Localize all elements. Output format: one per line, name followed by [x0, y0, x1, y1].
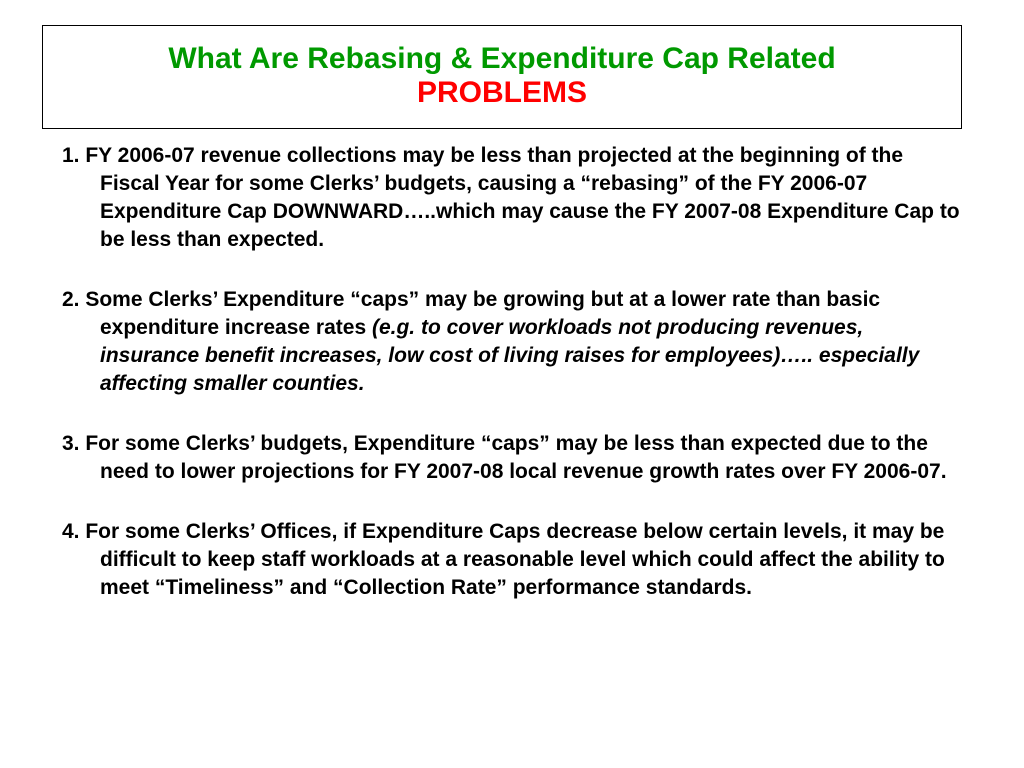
problem-item-1: [62, 142, 962, 254]
problem-item-3: [62, 430, 962, 486]
problem-list: [62, 142, 962, 634]
problem-item-2: [62, 286, 962, 398]
problem-item-4: [62, 518, 962, 602]
problem-item-3-text: 3. For some Clerks’ budgets, Expenditure “caps” may be less than expected due to the need to lower projections for FY 2007-08 local revenue growth rates over FY 2006-07.: [62, 432, 947, 483]
problem-item-4-text: 4. For some Clerks’ Offices, if Expenditure Caps decrease below certain levels, it may be difficult to keep staff workloads at a reasonable level which could affect the ability to meet “Timeliness” and “Collection Rate” performance standards.: [62, 520, 945, 599]
problem-item-2-italic-note: (e.g. to cover workloads not producing revenues, insurance benefit increases, low cost of living raises for employees)….. especially affecting smaller counties.: [100, 316, 920, 395]
problem-item-1-text: 1. FY 2006-07 revenue collections may be less than projected at the beginning of the Fiscal Year for some Clerks’ budgets, causing a “rebasing” of the FY 2006-07 Expenditure Cap DOWNWARD…..which may cause the FY 2007-08 Expenditure Cap to be less than expected.: [62, 144, 960, 251]
slide-title-box: [42, 25, 962, 129]
slide-title: What Are Rebasing & Expenditure Cap Related: [168, 42, 836, 75]
slide-title-emphasis: PROBLEMS: [416, 76, 587, 109]
problem-item-2-text: 2. Some Clerks’ Expenditure “caps” may be growing but at a lower rate than basic expenditure increase rates: [62, 288, 881, 339]
